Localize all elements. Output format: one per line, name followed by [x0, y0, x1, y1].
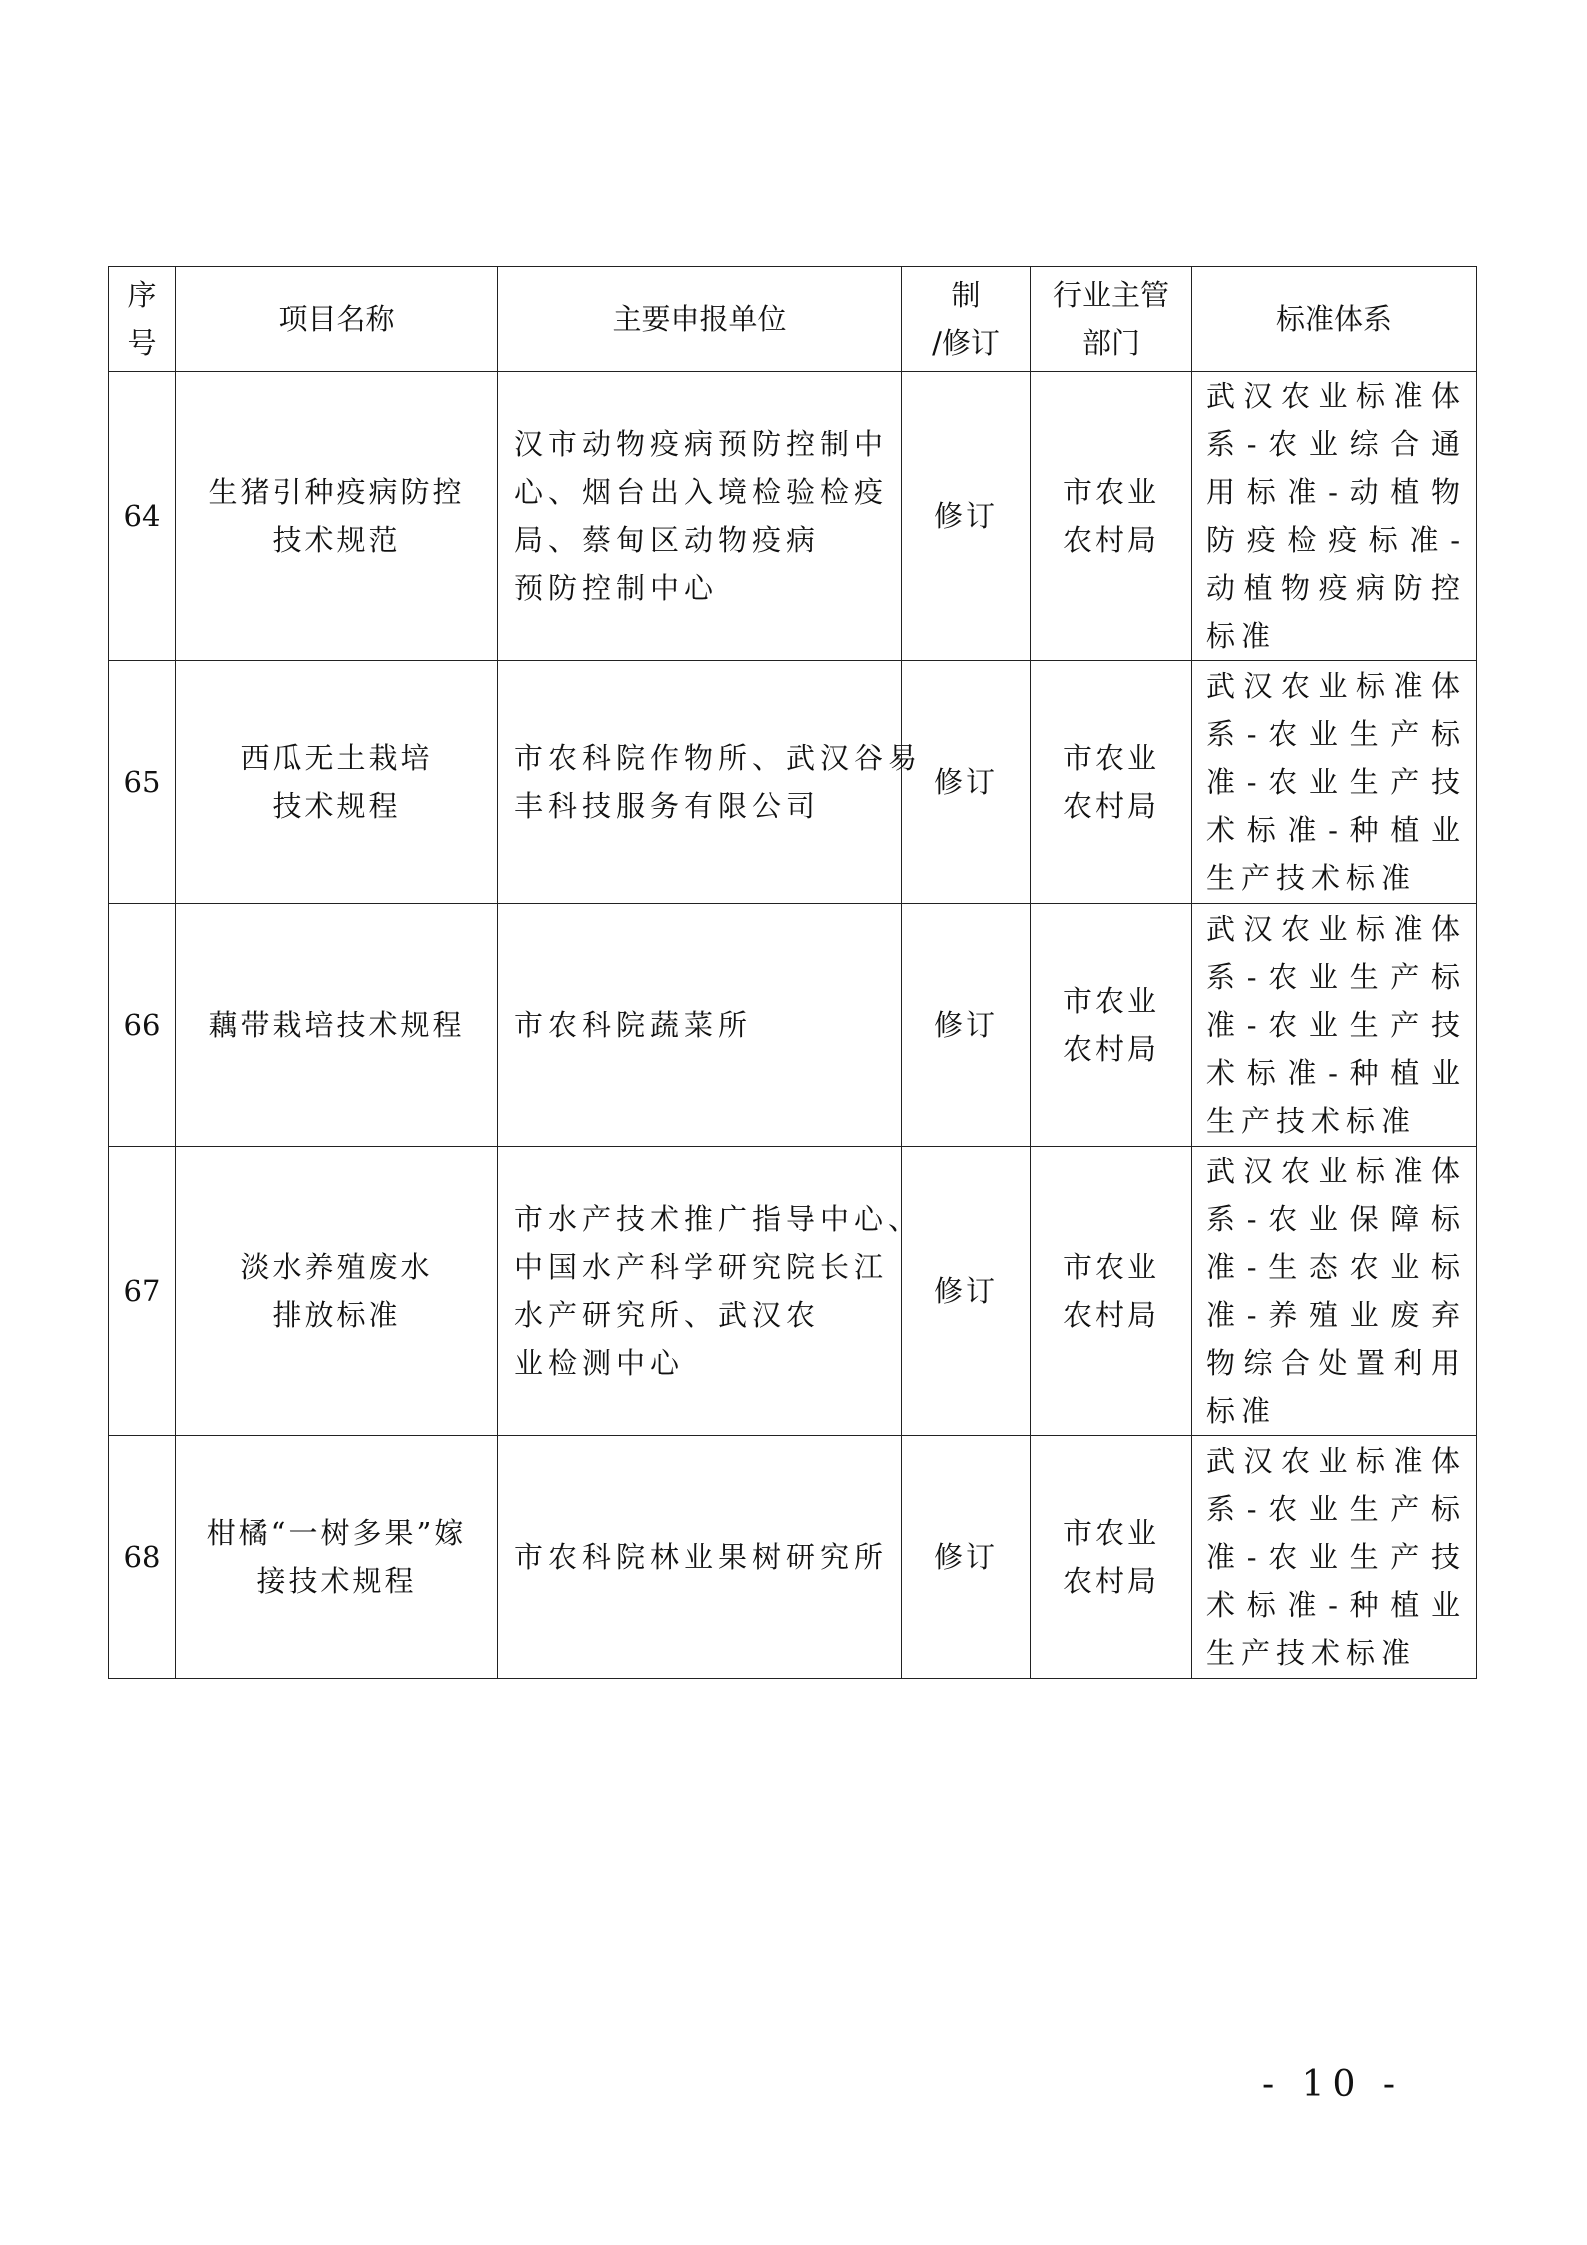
cell-dept — [1031, 904, 1192, 1147]
cell-dept-line: 市农业 — [1062, 984, 1159, 1018]
standards-table — [108, 266, 1477, 1679]
cell-name-line: 技术规范 — [272, 523, 401, 557]
cell-system: 武汉农业标准体系-农业综合通用标准-动植物防疫检疫标准-动植物疫病防控标准 — [1192, 372, 1477, 661]
cell-unit-line: 汉市动物疫病预防控制中 — [514, 427, 889, 461]
header-no — [109, 267, 176, 372]
cell-revision: 修订 — [902, 1147, 1031, 1436]
cell-unit-line: 局、蔡甸区动物疫病 — [514, 523, 821, 557]
cell-dept-line: 市农业 — [1062, 741, 1159, 775]
table-row — [109, 661, 1477, 904]
cell-name-line: 藕带栽培技术规程 — [208, 1008, 465, 1042]
cell-name — [176, 904, 498, 1147]
cell-unit-line: 市农科院蔬菜所 — [514, 1008, 753, 1042]
cell-dept-line: 农村局 — [1062, 1032, 1159, 1066]
cell-unit — [498, 904, 902, 1147]
header-row — [109, 267, 1477, 372]
cell-dept-line: 市农业 — [1062, 1250, 1159, 1284]
cell-no: 66 — [109, 904, 176, 1147]
header-dept — [1031, 267, 1192, 372]
header-dept-line: 行业主管 — [1052, 278, 1169, 312]
cell-name — [176, 372, 498, 661]
cell-unit-line: 中国水产科学研究院长江 — [514, 1250, 889, 1284]
cell-name-line: 西瓜无土栽培 — [240, 741, 433, 775]
table-row — [109, 904, 1477, 1147]
cell-revision: 修订 — [902, 372, 1031, 661]
header-no-line: 号 — [127, 326, 157, 360]
cell-system: 武汉农业标准体系-农业保障标准-生态农业标准-养殖业废弃物综合处置利用标准 — [1192, 1147, 1477, 1436]
cell-dept-line: 农村局 — [1062, 1564, 1159, 1598]
cell-system: 武汉农业标准体系-农业生产标准-农业生产技术标准-种植业生产技术标准 — [1192, 1436, 1477, 1679]
cell-unit — [498, 661, 923, 904]
cell-name — [176, 1147, 498, 1436]
cell-dept — [1031, 1147, 1192, 1436]
cell-system: 武汉农业标准体系-农业生产标准-农业生产技术标准-种植业生产技术标准 — [1192, 661, 1477, 904]
cell-unit-line: 市农科院作物所、武汉谷易 — [514, 741, 923, 775]
header-name: 项目名称 — [176, 267, 498, 372]
header-revision — [902, 267, 1031, 372]
cell-unit — [498, 1147, 923, 1436]
cell-no: 68 — [109, 1436, 176, 1679]
cell-name-line: 排放标准 — [272, 1298, 401, 1332]
cell-dept — [1031, 372, 1192, 661]
cell-unit-line: 市水产技术推广指导中心、 — [514, 1202, 923, 1236]
cell-dept — [1031, 661, 1192, 904]
cell-dept-line: 农村局 — [1062, 1298, 1159, 1332]
header-unit: 主要申报单位 — [498, 267, 902, 372]
table-row — [109, 372, 1477, 661]
header-revision-line: /修订 — [932, 326, 1000, 360]
cell-unit-line: 水产研究所、武汉农 — [514, 1298, 821, 1332]
cell-dept-line: 农村局 — [1062, 789, 1159, 823]
header-system: 标准体系 — [1192, 267, 1477, 372]
cell-no: 65 — [109, 661, 176, 904]
cell-revision: 修订 — [902, 1436, 1031, 1679]
cell-unit — [498, 372, 902, 661]
cell-name — [176, 1436, 498, 1679]
table-row — [109, 1436, 1477, 1679]
header-revision-line: 制 — [951, 278, 981, 312]
header-no-line: 序 — [127, 278, 157, 312]
cell-revision: 修订 — [902, 661, 1031, 904]
page-number: - 10 - — [1262, 2064, 1404, 2105]
cell-unit-line: 市农科院林业果树研究所 — [514, 1540, 889, 1574]
cell-unit-line: 丰科技服务有限公司 — [514, 789, 821, 823]
cell-system: 武汉农业标准体系-农业生产标准-农业生产技术标准-种植业生产技术标准 — [1192, 904, 1477, 1147]
cell-unit-line: 业检测中心 — [514, 1346, 685, 1380]
cell-name-line: 生猪引种疫病防控 — [208, 475, 465, 509]
cell-dept-line: 农村局 — [1062, 523, 1159, 557]
header-dept-line: 部门 — [1081, 326, 1140, 360]
cell-name-line: 淡水养殖废水 — [240, 1250, 433, 1284]
cell-name-line: 接技术规程 — [256, 1564, 417, 1598]
cell-unit-line: 预防控制中心 — [514, 571, 719, 605]
cell-dept — [1031, 1436, 1192, 1679]
table-row — [109, 1147, 1477, 1436]
cell-no: 64 — [109, 372, 176, 661]
cell-unit — [498, 1436, 902, 1679]
cell-dept-line: 市农业 — [1062, 475, 1159, 509]
cell-name — [176, 661, 498, 904]
cell-no: 67 — [109, 1147, 176, 1436]
cell-name-line: 柑橘“一树多果”嫁 — [206, 1516, 467, 1550]
cell-unit-line: 心、烟台出入境检验检疫 — [514, 475, 889, 509]
cell-dept-line: 市农业 — [1062, 1516, 1159, 1550]
cell-revision: 修订 — [902, 904, 1031, 1147]
cell-name-line: 技术规程 — [272, 789, 401, 823]
